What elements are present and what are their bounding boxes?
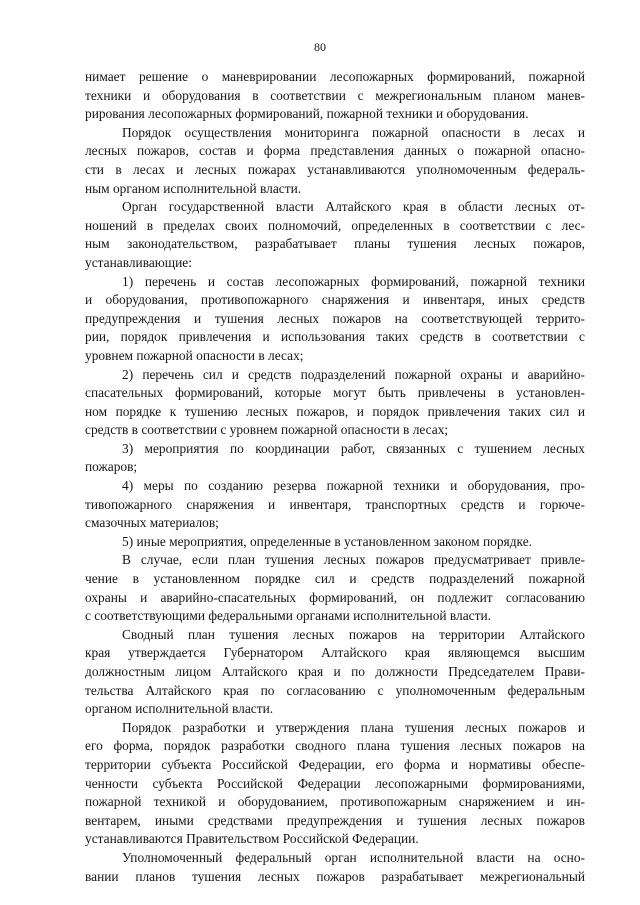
- text-line: ном порядке к тушению лесных пожаров, и порядок привлечения таких сил и: [85, 403, 585, 419]
- text-line: чение в установленном порядке сил и средств подразделений пожарной: [85, 571, 585, 587]
- text-line: края утверждается Губернатором Алтайского края являющемся высшим: [85, 645, 585, 661]
- text-line: Порядок осуществления мониторинга пожарной опасности в лесах и: [122, 124, 585, 140]
- list-item-2: [85, 366, 585, 440]
- text-line: тивопожарного снаряжения и инвентаря, транспортных средств и горюче-: [85, 496, 585, 512]
- text-line: пожарной техникой и оборудованием, противопожарным снаряжением и ин-: [85, 794, 585, 810]
- text-line: ным законодательством, разрабатывает планы тушения лесных пожаров,: [85, 236, 585, 252]
- text-line: 1) перечень и состав лесопожарных формирований, пожарной техники: [122, 273, 585, 289]
- text-line: рии, порядок привлечения и использования таких средств в соответствии с: [85, 329, 585, 345]
- text-line: лесных пожаров, состав и форма представления данных о пожарной опасно-: [85, 143, 585, 159]
- paragraph-monitoring: [85, 124, 585, 198]
- text-line: 3) мероприятия по координации работ, связанных с тушением лесных: [122, 440, 585, 456]
- text-line: В случае, если план тушения лесных пожаров предусматривает привле-: [122, 552, 585, 568]
- text-line: Орган государственной власти Алтайского края в области лесных от-: [122, 199, 585, 215]
- text-line: устанавливающие:: [85, 254, 192, 270]
- text-line: смазочных материалов;: [85, 515, 219, 531]
- text-line: 4) меры по созданию резерва пожарной техники и оборудования, про-: [122, 478, 585, 494]
- text-line: рирования лесопожарных формирований, пожарной техники и оборудования.: [85, 106, 529, 122]
- text-line: Уполномоченный федеральный орган исполнительной власти на осно-: [122, 849, 585, 865]
- text-line: сти в лесах и лесных пожарах устанавливаются уполномоченным федераль-: [85, 161, 585, 177]
- list-item-3: [85, 440, 585, 477]
- text-line: органом исполнительной власти.: [85, 701, 274, 717]
- text-line: с соответствующими федеральными органами исполнительной власти.: [85, 608, 491, 624]
- text-line: вентарем, иными средствами предупреждения и тушения лесных пожаров: [85, 812, 585, 828]
- text-line: ченности субъекта Российской Федерации лесопожарными формированиями,: [85, 775, 585, 791]
- paragraph-development-procedure: [85, 719, 585, 849]
- text-line: должностным лицом Алтайского края и по должности Председателем Прави-: [85, 664, 585, 679]
- text-line: 5) иные мероприятия, определенные в установленном законом порядке.: [122, 533, 532, 549]
- paragraph-federal-authority: [85, 849, 585, 886]
- paragraph-regional-authority: [85, 198, 585, 272]
- text-line: уровнем пожарной опасности в лесах;: [85, 347, 304, 363]
- paragraph-plan-approval: [85, 551, 585, 625]
- body-text: [85, 68, 585, 886]
- text-line: тельства Алтайского края по согласованию с уполномоченным федеральным: [85, 682, 585, 698]
- text-line: его форма, порядок разработки сводного плана тушения лесных пожаров на: [85, 738, 585, 754]
- paragraph-summary-plan: [85, 626, 585, 719]
- text-line: вании планов тушения лесных пожаров разрабатывает межрегиональный: [85, 868, 585, 884]
- paragraph-continuation: [85, 68, 585, 124]
- list-item-5: [85, 533, 585, 552]
- text-line: 2) перечень сил и средств подразделений пожарной охраны и аварийно-: [122, 366, 585, 382]
- text-line: техники и оборудования в соответствии с межрегиональным планом манев-: [85, 87, 585, 103]
- text-line: ным органом исполнительной власти.: [85, 180, 302, 196]
- text-line: нимает решение о маневрировании лесопожарных формирований, пожарной: [85, 69, 585, 84]
- text-line: спасательных формирований, которые могут быть привлечены в установлен-: [85, 385, 585, 401]
- list-item-1: [85, 273, 585, 366]
- text-line: Сводный план тушения лесных пожаров на территории Алтайского: [122, 626, 585, 642]
- text-line: территории субъекта Российской Федерации, его форма и нормативы обеспе-: [85, 756, 585, 772]
- text-line: средств в соответствии с уровнем пожарной опасности в лесах;: [85, 422, 449, 438]
- text-line: предупреждения и тушения лесных пожаров на соответствующей террито-: [85, 310, 585, 326]
- text-line: устанавливаются Правительством Российской Федерации.: [85, 831, 419, 847]
- text-line: пожаров;: [85, 459, 138, 475]
- page-number: 80: [314, 40, 326, 54]
- text-line: охраны и аварийно-спасательных формирований, он подлежит согласованию: [85, 589, 585, 605]
- text-line: Порядок разработки и утверждения плана тушения лесных пожаров и: [122, 719, 585, 735]
- text-line: ношений в пределах своих полномочий, определенных в соответствии с лес-: [85, 217, 585, 233]
- text-line: и оборудования, противопожарного снаряжения и инвентаря, иных средств: [85, 292, 585, 308]
- list-item-4: [85, 477, 585, 533]
